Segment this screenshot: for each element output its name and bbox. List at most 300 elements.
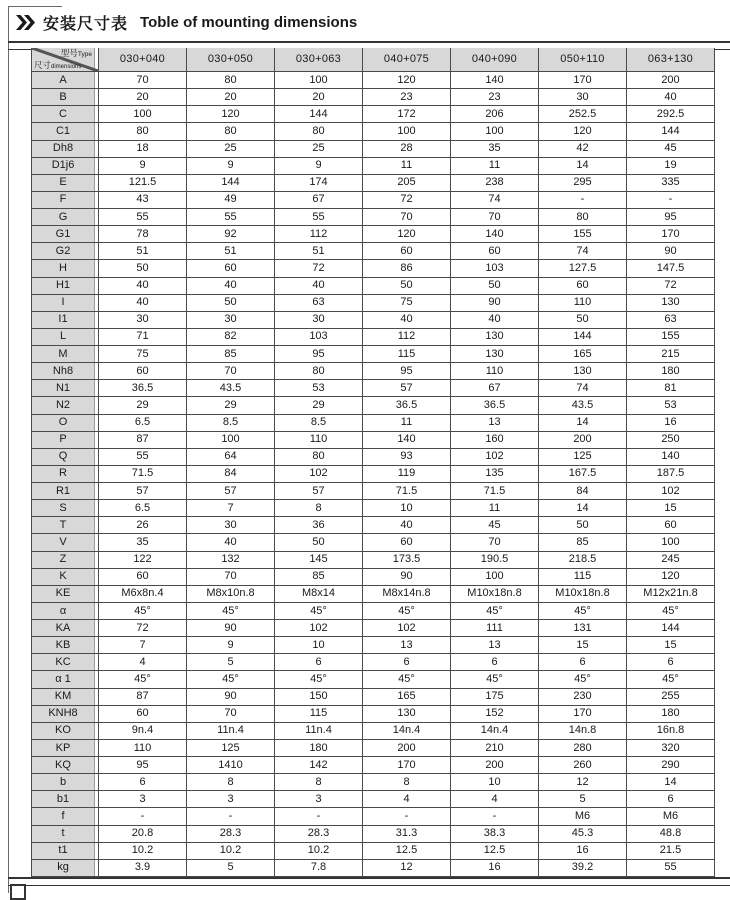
dimension-value-cell: 11n.4 — [275, 723, 363, 740]
page-title-en: Toble of mounting dimensions — [140, 14, 358, 31]
row-label: S — [31, 500, 99, 517]
dimension-value-cell: 19 — [627, 158, 715, 175]
dimension-value-cell: 206 — [451, 106, 539, 123]
dimension-value-cell: 23 — [451, 89, 539, 106]
dimension-value-cell: 9 — [187, 637, 275, 654]
dimension-value-cell: 29 — [187, 397, 275, 414]
dimension-value-cell: 130 — [627, 295, 715, 312]
column-header: 030+050 — [187, 48, 275, 72]
dimension-value-cell: 120 — [627, 569, 715, 586]
dimension-value-cell: 60 — [451, 243, 539, 260]
dimension-value-cell: 40 — [627, 89, 715, 106]
dimension-value-cell: 122 — [99, 552, 187, 569]
row-label: t1 — [31, 843, 99, 860]
dimension-value-cell: 45° — [539, 671, 627, 688]
dimension-value-cell: 71.5 — [451, 483, 539, 500]
dimension-value-cell: 45° — [363, 671, 451, 688]
dimension-value-cell: 60 — [99, 363, 187, 380]
dimension-value-cell: 90 — [451, 295, 539, 312]
dimension-value-cell: 16 — [627, 415, 715, 432]
row-label: K — [31, 569, 99, 586]
dimension-value-cell: 67 — [275, 192, 363, 209]
dimension-value-cell: 20 — [187, 89, 275, 106]
dimension-value-cell: 120 — [363, 72, 451, 89]
dimension-value-cell: 250 — [627, 432, 715, 449]
dimension-value-cell: 45° — [451, 603, 539, 620]
dimension-value-cell: 110 — [99, 740, 187, 757]
dimension-value-cell: 50 — [363, 278, 451, 295]
dimension-value-cell: 95 — [363, 363, 451, 380]
dimension-value-cell: 100 — [99, 106, 187, 123]
row-label: R1 — [31, 483, 99, 500]
dimension-value-cell: 120 — [187, 106, 275, 123]
dimension-value-cell: 14 — [627, 774, 715, 791]
row-label: H — [31, 260, 99, 277]
dimension-value-cell: 86 — [363, 260, 451, 277]
dimension-value-cell: 42 — [539, 141, 627, 158]
dimension-value-cell: 290 — [627, 757, 715, 774]
dimension-value-cell: 205 — [363, 175, 451, 192]
dimension-value-cell: 57 — [99, 483, 187, 500]
dimension-value-cell: 10.2 — [275, 843, 363, 860]
dimension-value-cell: 144 — [275, 106, 363, 123]
dimension-value-cell: 45° — [187, 603, 275, 620]
dimension-value-cell: 36.5 — [363, 397, 451, 414]
dimension-value-cell: 155 — [539, 226, 627, 243]
dimension-value-cell: 11 — [451, 158, 539, 175]
dimension-value-cell: 80 — [187, 72, 275, 89]
dimension-value-cell: 71.5 — [363, 483, 451, 500]
dimension-value-cell: 9 — [275, 158, 363, 175]
dimension-value-cell: 80 — [99, 123, 187, 140]
dimension-value-cell: 8 — [363, 774, 451, 791]
dimension-value-cell: 215 — [627, 346, 715, 363]
dimension-value-cell: 15 — [627, 637, 715, 654]
dimension-value-cell: 80 — [275, 123, 363, 140]
row-label: KO — [31, 723, 99, 740]
dimension-value-cell: 45.3 — [539, 826, 627, 843]
dimension-value-cell: 12 — [539, 774, 627, 791]
dimension-value-cell: 45° — [187, 671, 275, 688]
row-label: B — [31, 89, 99, 106]
dimension-value-cell: M8x14 — [275, 586, 363, 603]
dimension-value-cell: 40 — [451, 312, 539, 329]
section-header — [16, 11, 357, 34]
dimension-value-cell: 110 — [451, 363, 539, 380]
dimension-value-cell: 3 — [187, 791, 275, 808]
dimension-value-cell: 53 — [275, 380, 363, 397]
dimension-value-cell: 112 — [275, 226, 363, 243]
dimension-value-cell: 28.3 — [275, 826, 363, 843]
dimension-value-cell: 102 — [275, 620, 363, 637]
corner-label-type: 型号Type — [60, 48, 92, 58]
dimension-value-cell: 180 — [627, 363, 715, 380]
dimension-value-cell: 25 — [275, 141, 363, 158]
row-label: Q — [31, 449, 99, 466]
dimension-value-cell: 80 — [275, 363, 363, 380]
dimension-value-cell: 16n.8 — [627, 723, 715, 740]
dimension-value-cell: 36.5 — [451, 397, 539, 414]
dimension-value-cell: 30 — [275, 312, 363, 329]
dimension-value-cell: 6 — [539, 654, 627, 671]
dimension-value-cell: 36 — [275, 517, 363, 534]
dimension-value-cell: 120 — [363, 226, 451, 243]
dimension-value-cell: 93 — [363, 449, 451, 466]
dimension-value-cell: 170 — [539, 706, 627, 723]
dimension-value-cell: 72 — [363, 192, 451, 209]
dimension-value-cell: 60 — [627, 517, 715, 534]
dimension-value-cell: 5 — [187, 860, 275, 877]
dimension-value-cell: 74 — [451, 192, 539, 209]
dimension-value-cell: 14n.4 — [363, 723, 451, 740]
dimension-value-cell: 320 — [627, 740, 715, 757]
dimension-value-cell: 55 — [99, 209, 187, 226]
dimension-value-cell: 252.5 — [539, 106, 627, 123]
dimension-value-cell: 25 — [187, 141, 275, 158]
dimension-value-cell: 144 — [187, 175, 275, 192]
dimension-value-cell: 170 — [627, 226, 715, 243]
dimension-value-cell: 4 — [451, 791, 539, 808]
dimension-value-cell: 280 — [539, 740, 627, 757]
dimension-value-cell: 130 — [451, 346, 539, 363]
dimension-value-cell: 90 — [363, 569, 451, 586]
dimension-value-cell: 21.5 — [627, 843, 715, 860]
dimension-value-cell: 40 — [187, 534, 275, 551]
dimension-value-cell: 6 — [451, 654, 539, 671]
dimension-value-cell: 95 — [99, 757, 187, 774]
dimension-value-cell: 28.3 — [187, 826, 275, 843]
dimension-value-cell: 12.5 — [363, 843, 451, 860]
dimension-value-cell: 14 — [539, 415, 627, 432]
row-label: b — [31, 774, 99, 791]
dimension-value-cell: 80 — [539, 209, 627, 226]
dimension-value-cell: 45° — [451, 671, 539, 688]
dimension-value-cell: 45° — [363, 603, 451, 620]
dimension-value-cell: 90 — [187, 689, 275, 706]
dimension-value-cell: 170 — [539, 72, 627, 89]
dimension-value-cell: - — [363, 808, 451, 825]
dimension-value-cell: 45° — [627, 603, 715, 620]
page-frame-left — [8, 6, 9, 893]
dimension-value-cell: 78 — [99, 226, 187, 243]
dimension-value-cell: 110 — [275, 432, 363, 449]
dimension-value-cell: 45° — [99, 671, 187, 688]
dimension-value-cell: 40 — [99, 295, 187, 312]
dimension-value-cell: 51 — [187, 243, 275, 260]
dimension-value-cell: 87 — [99, 689, 187, 706]
dimension-value-cell: 18 — [99, 141, 187, 158]
dimension-value-cell: 100 — [275, 72, 363, 89]
dimension-value-cell: 43.5 — [187, 380, 275, 397]
dimension-value-cell: 35 — [451, 141, 539, 158]
dimension-value-cell: 6 — [363, 654, 451, 671]
dimension-value-cell: 8.5 — [187, 415, 275, 432]
row-label: α 1 — [31, 671, 99, 688]
dimension-value-cell: 152 — [451, 706, 539, 723]
page-title-zh: 安装尺寸表 — [43, 16, 129, 33]
row-label: f — [31, 808, 99, 825]
dimension-value-cell: - — [99, 808, 187, 825]
dimension-value-cell: 40 — [363, 312, 451, 329]
column-header: 040+090 — [451, 48, 539, 72]
dimension-value-cell: 85 — [539, 534, 627, 551]
row-label: G — [31, 209, 99, 226]
dimension-value-cell: 23 — [363, 89, 451, 106]
row-label: L — [31, 329, 99, 346]
dimension-value-cell: 15 — [539, 637, 627, 654]
dimension-value-cell: 55 — [275, 209, 363, 226]
dimension-value-cell: 218.5 — [539, 552, 627, 569]
dimension-value-cell: 4 — [363, 791, 451, 808]
dimension-value-cell: 115 — [539, 569, 627, 586]
dimension-value-cell: 140 — [627, 449, 715, 466]
dimension-value-cell: 64 — [187, 449, 275, 466]
dimension-value-cell: 13 — [451, 637, 539, 654]
dimension-value-cell: M8x10n.8 — [187, 586, 275, 603]
row-label: KM — [31, 689, 99, 706]
dimension-value-cell: 60 — [539, 278, 627, 295]
row-label: kg — [31, 860, 99, 877]
dimension-value-cell: 60 — [363, 243, 451, 260]
row-label: Nh8 — [31, 363, 99, 380]
dimension-value-cell: 67 — [451, 380, 539, 397]
column-header: 030+063 — [275, 48, 363, 72]
corner-label-dimensions: 尺寸dimensions — [34, 60, 82, 70]
dimension-value-cell: 140 — [363, 432, 451, 449]
dimension-value-cell: 8 — [275, 774, 363, 791]
dimension-value-cell: 190.5 — [451, 552, 539, 569]
dimension-value-cell: 10 — [275, 637, 363, 654]
dimension-value-cell: 245 — [627, 552, 715, 569]
dimension-value-cell: - — [275, 808, 363, 825]
dimension-value-cell: 160 — [451, 432, 539, 449]
row-label: P — [31, 432, 99, 449]
dimension-value-cell: 200 — [451, 757, 539, 774]
row-label: T — [31, 517, 99, 534]
row-label: KNH8 — [31, 706, 99, 723]
dimension-value-cell: 125 — [187, 740, 275, 757]
dimension-value-cell: 70 — [99, 72, 187, 89]
dimension-value-cell: 130 — [363, 706, 451, 723]
dimension-value-cell: 6 — [99, 774, 187, 791]
dimension-value-cell: 82 — [187, 329, 275, 346]
row-label: KE — [31, 586, 99, 603]
dimension-value-cell: 80 — [275, 449, 363, 466]
dimension-value-cell: 5 — [539, 791, 627, 808]
dimension-value-cell: 11 — [451, 500, 539, 517]
dimension-value-cell: 70 — [187, 363, 275, 380]
dimension-value-cell: 6.5 — [99, 415, 187, 432]
dimension-value-cell: 50 — [451, 278, 539, 295]
column-header: 063+130 — [627, 48, 715, 72]
dimension-value-cell: 125 — [539, 449, 627, 466]
dimension-value-cell: 48.8 — [627, 826, 715, 843]
dimension-value-cell: 8 — [187, 774, 275, 791]
dimension-value-cell: 165 — [363, 689, 451, 706]
dimension-value-cell: 14 — [539, 158, 627, 175]
table-bottom-rule — [8, 877, 730, 886]
dimension-value-cell: 210 — [451, 740, 539, 757]
dimension-value-cell: 71.5 — [99, 466, 187, 483]
row-label: G1 — [31, 226, 99, 243]
dimension-value-cell: 145 — [275, 552, 363, 569]
dimension-value-cell: 132 — [187, 552, 275, 569]
dimension-value-cell: 173.5 — [363, 552, 451, 569]
dimension-value-cell: 165 — [539, 346, 627, 363]
dimension-value-cell: 57 — [275, 483, 363, 500]
dimension-value-cell: 180 — [627, 706, 715, 723]
dimension-value-cell: 100 — [451, 569, 539, 586]
dimension-value-cell: M10x18n.8 — [451, 586, 539, 603]
dimension-value-cell: 130 — [539, 363, 627, 380]
dimension-value-cell: 84 — [187, 466, 275, 483]
dimension-value-cell: 6 — [275, 654, 363, 671]
row-label: R — [31, 466, 99, 483]
column-header: 040+075 — [363, 48, 451, 72]
dimension-value-cell: 63 — [627, 312, 715, 329]
dimension-value-cell: 40 — [99, 278, 187, 295]
dimension-value-cell: 45° — [275, 603, 363, 620]
row-label: N2 — [31, 397, 99, 414]
dimension-value-cell: 12.5 — [451, 843, 539, 860]
row-label: t — [31, 826, 99, 843]
dimension-value-cell: 40 — [363, 517, 451, 534]
dimension-value-cell: 200 — [363, 740, 451, 757]
dimension-value-cell: 57 — [187, 483, 275, 500]
dimension-value-cell: 45 — [627, 141, 715, 158]
dimension-value-cell: 100 — [451, 123, 539, 140]
dimension-value-cell: 10 — [451, 774, 539, 791]
dimension-value-cell: 50 — [539, 312, 627, 329]
dimension-value-cell: 92 — [187, 226, 275, 243]
dimension-value-cell: M6 — [539, 808, 627, 825]
row-label: N1 — [31, 380, 99, 397]
dimension-value-cell: 12 — [363, 860, 451, 877]
dimension-value-cell: 102 — [275, 466, 363, 483]
dimension-value-cell: 70 — [363, 209, 451, 226]
dimension-value-cell: 3.9 — [99, 860, 187, 877]
dimension-value-cell: 174 — [275, 175, 363, 192]
dimension-value-cell: 95 — [627, 209, 715, 226]
dimension-value-cell: 55 — [187, 209, 275, 226]
dimension-value-cell: 28 — [363, 141, 451, 158]
mounting-dimensions-table — [31, 48, 715, 877]
dimension-value-cell: 238 — [451, 175, 539, 192]
dimension-value-cell: 7.8 — [275, 860, 363, 877]
dimension-value-cell: 45° — [539, 603, 627, 620]
row-label: I1 — [31, 312, 99, 329]
dimension-value-cell: 70 — [451, 209, 539, 226]
row-label: α — [31, 603, 99, 620]
row-label: F — [31, 192, 99, 209]
row-label: b1 — [31, 791, 99, 808]
dimension-value-cell: 63 — [275, 295, 363, 312]
dimension-value-cell: 16 — [539, 843, 627, 860]
dimension-value-cell: 84 — [539, 483, 627, 500]
dimension-value-cell: 7 — [99, 637, 187, 654]
double-right-arrow-icon — [16, 15, 35, 30]
dimension-value-cell: 74 — [539, 380, 627, 397]
row-label: C1 — [31, 123, 99, 140]
dimension-value-cell: 60 — [363, 534, 451, 551]
dimension-value-cell: M12x21n.8 — [627, 586, 715, 603]
dimension-value-cell: 8 — [275, 500, 363, 517]
dimension-value-cell: 13 — [451, 415, 539, 432]
dimension-value-cell: 180 — [275, 740, 363, 757]
dimension-value-cell: 45 — [451, 517, 539, 534]
dimension-value-cell: 119 — [363, 466, 451, 483]
dimension-value-cell: 115 — [363, 346, 451, 363]
dimension-value-cell: 87 — [99, 432, 187, 449]
dimension-value-cell: 29 — [99, 397, 187, 414]
dimension-value-cell: 85 — [275, 569, 363, 586]
dimension-value-cell: 144 — [627, 620, 715, 637]
dimension-value-cell: 100 — [627, 534, 715, 551]
dimension-value-cell: 9n.4 — [99, 723, 187, 740]
dimension-value-cell: 111 — [451, 620, 539, 637]
dimension-value-cell: 39.2 — [539, 860, 627, 877]
dimension-value-cell: 6 — [627, 791, 715, 808]
dimension-value-cell: 6 — [627, 654, 715, 671]
dimension-value-cell: 40 — [275, 278, 363, 295]
dimension-value-cell: 175 — [451, 689, 539, 706]
dimension-value-cell: 14n.8 — [539, 723, 627, 740]
dimension-value-cell: 187.5 — [627, 466, 715, 483]
dimension-value-cell: 30 — [539, 89, 627, 106]
dimension-value-cell: 30 — [99, 312, 187, 329]
dimension-value-cell: 72 — [99, 620, 187, 637]
dimension-value-cell: 90 — [187, 620, 275, 637]
dimension-value-cell: 4 — [99, 654, 187, 671]
dimension-value-cell: 200 — [539, 432, 627, 449]
dimension-value-cell: 140 — [451, 72, 539, 89]
dimension-value-cell: 45° — [99, 603, 187, 620]
dimension-value-cell: 51 — [275, 243, 363, 260]
dimension-value-cell: 57 — [363, 380, 451, 397]
dimension-value-cell: 71 — [99, 329, 187, 346]
row-label: KP — [31, 740, 99, 757]
row-label: A — [31, 72, 99, 89]
dimension-value-cell: 5 — [187, 654, 275, 671]
dimension-value-cell: 26 — [99, 517, 187, 534]
dimension-value-cell: 8.5 — [275, 415, 363, 432]
dimension-value-cell: 110 — [539, 295, 627, 312]
dimension-value-cell: 31.3 — [363, 826, 451, 843]
dimension-value-cell: 75 — [363, 295, 451, 312]
dimension-value-cell: 45° — [627, 671, 715, 688]
dimension-value-cell: 14 — [539, 500, 627, 517]
dimension-value-cell: 115 — [275, 706, 363, 723]
row-label: C — [31, 106, 99, 123]
dimension-value-cell: 230 — [539, 689, 627, 706]
dimension-value-cell: 60 — [99, 569, 187, 586]
dimension-value-cell: 36.5 — [99, 380, 187, 397]
dimension-value-cell: 6.5 — [99, 500, 187, 517]
row-label: KC — [31, 654, 99, 671]
row-label: D1j6 — [31, 158, 99, 175]
dimension-value-cell: 72 — [627, 278, 715, 295]
dimension-value-cell: 53 — [627, 397, 715, 414]
dimension-value-cell: 11n.4 — [187, 723, 275, 740]
dimension-value-cell: 147.5 — [627, 260, 715, 277]
dimension-value-cell: - — [187, 808, 275, 825]
dimension-value-cell: 11 — [363, 158, 451, 175]
dimension-value-cell: 60 — [99, 706, 187, 723]
dimension-value-cell: 9 — [187, 158, 275, 175]
dimension-value-cell: 50 — [539, 517, 627, 534]
dimension-value-cell: 70 — [451, 534, 539, 551]
dimension-value-cell: 295 — [539, 175, 627, 192]
